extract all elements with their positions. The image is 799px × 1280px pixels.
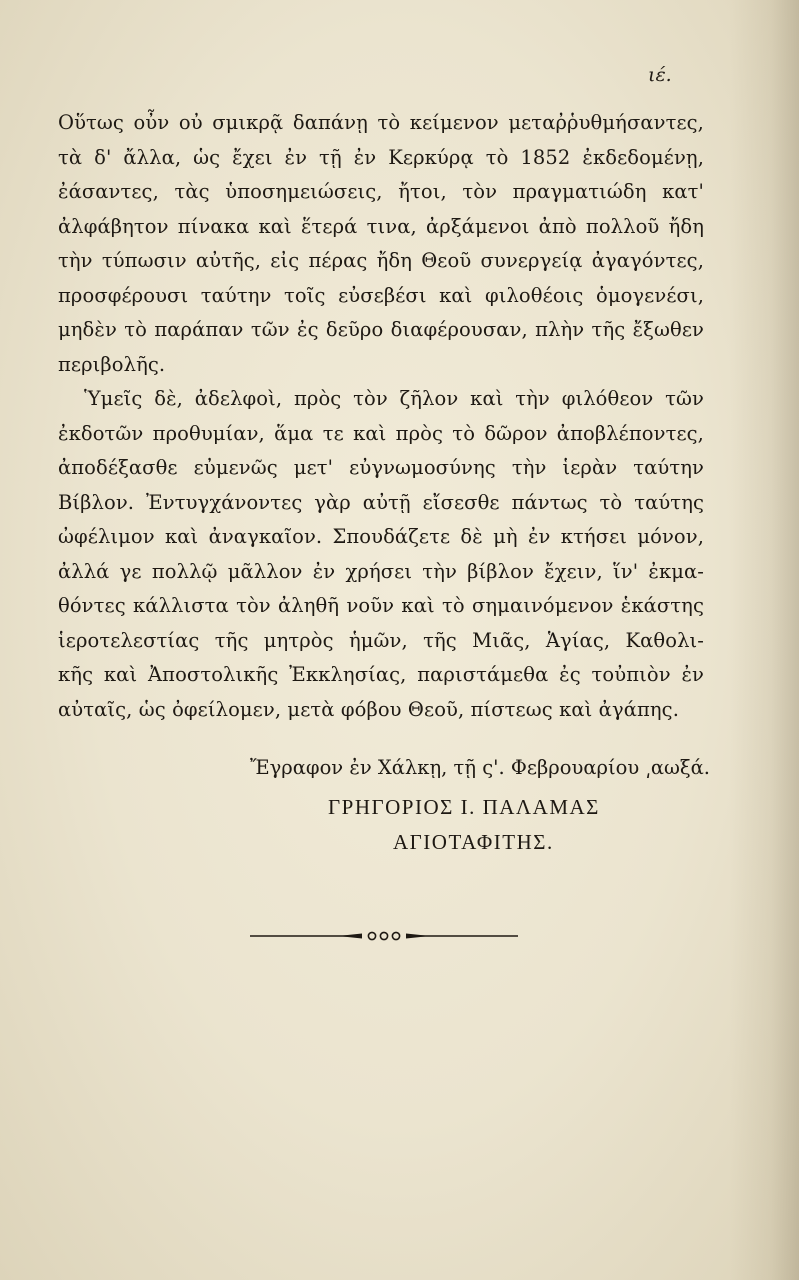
text-line: τὴν τύπωσιν αὐτῆς, εἰς πέρας ἤδη Θεοῦ συνεργείᾳ ἀγαγόντες, xyxy=(58,249,704,272)
text-line: ἀποδέξασθε εὐμενῶς μετ' εὐγνωμοσύνης τὴν ἱερὰν ταύτην xyxy=(58,456,704,479)
signature-name: ΓΡΗΓΟΡΙΟΣ Ι. ΠΑΛΑΜΑΣ xyxy=(328,795,600,819)
text-line: ἱεροτελεστίας τῆς μητρὸς ἡμῶν, τῆς Μιᾶς, Ἁγίας, Καθολι- xyxy=(58,628,704,652)
text-line: Βίβλον. Ἐντυγχάνοντες γὰρ αὐτῇ εἴσεσθε πάντως τὸ ταύτης xyxy=(58,490,704,514)
text-line: ἀλλά γε πολλῷ μᾶλλον ἐν χρήσει τὴν βίβλον ἔχειν, ἵν' ἐκμα- xyxy=(58,559,704,583)
text-line: Οὕτως οὖν οὐ σμικρᾷ δαπάνῃ τὸ κείμενον μεταῤῥυθμήσαντες, xyxy=(58,111,704,134)
text-line: Ὑμεῖς δὲ, ἀδελφοὶ, πρὸς τὸν ζῆλον καὶ τὴν φιλόθεον τῶν xyxy=(84,387,704,410)
page-number: ιέ. xyxy=(648,64,672,86)
text-line: ἀλφάβητον πίνακα καὶ ἕτερά τινα, ἀρξάμενοι ἀπὸ πολλοῦ ἤδη xyxy=(58,214,704,238)
signature-title: ΑΓΙΟΤΑΦΙΤΗΣ. xyxy=(393,830,554,854)
text-line: προσφέρουσι ταύτην τοῖς εὐσεβέσι καὶ φιλοθέοις ὁμογενέσι, xyxy=(58,283,704,307)
text-line: θόντες κάλλιστα τὸν ἀληθῆ νοῦν καὶ τὸ σημαινόμενον ἑκάστης xyxy=(58,594,704,617)
text-line: κῆς καὶ Ἀποστολικῆς Ἐκκλησίας, παριστάμεθα ἐς τοὐπιὸν ἐν xyxy=(58,663,704,686)
text-line: τὰ δ' ἄλλα, ὡς ἔχει ἐν τῇ ἐν Κερκύρᾳ τὸ 1852 ἐκδεδομένῃ, xyxy=(58,145,704,169)
text-line: αὐταῖς, ὡς ὀφείλομεν, μετὰ φόβου Θεοῦ, πίστεως καὶ ἀγάπης. xyxy=(58,697,679,721)
body-text xyxy=(58,106,704,727)
ornament-rule-icon xyxy=(250,926,518,946)
text-line: ἐάσαντες, τὰς ὑποσημειώσεις, ἤτοι, τὸν πραγματιώδη κατ' xyxy=(58,180,704,203)
text-line: περιβολῆς. xyxy=(58,352,166,376)
page-edge-shadow xyxy=(729,0,799,1280)
paragraph-1 xyxy=(58,106,704,382)
dateline: Ἔγραφον ἐν Χάλκῃ, τῇ ς'. Φεβρουαρίου ͵αωξά. xyxy=(249,756,710,779)
paragraph-2 xyxy=(58,382,704,727)
text-line: ἐκδοτῶν προθυμίαν, ἅμα τε καὶ πρὸς τὸ δῶρον ἀποβλέποντες, xyxy=(58,421,704,445)
text-line: ὠφέλιμον καὶ ἀναγκαῖον. Σπουδάζετε δὲ μὴ ἐν κτήσει μόνον, xyxy=(58,525,704,548)
text-line: μηδὲν τὸ παράπαν τῶν ἐς δεῦρο διαφέρουσαν, πλὴν τῆς ἔξωθεν xyxy=(58,318,704,341)
